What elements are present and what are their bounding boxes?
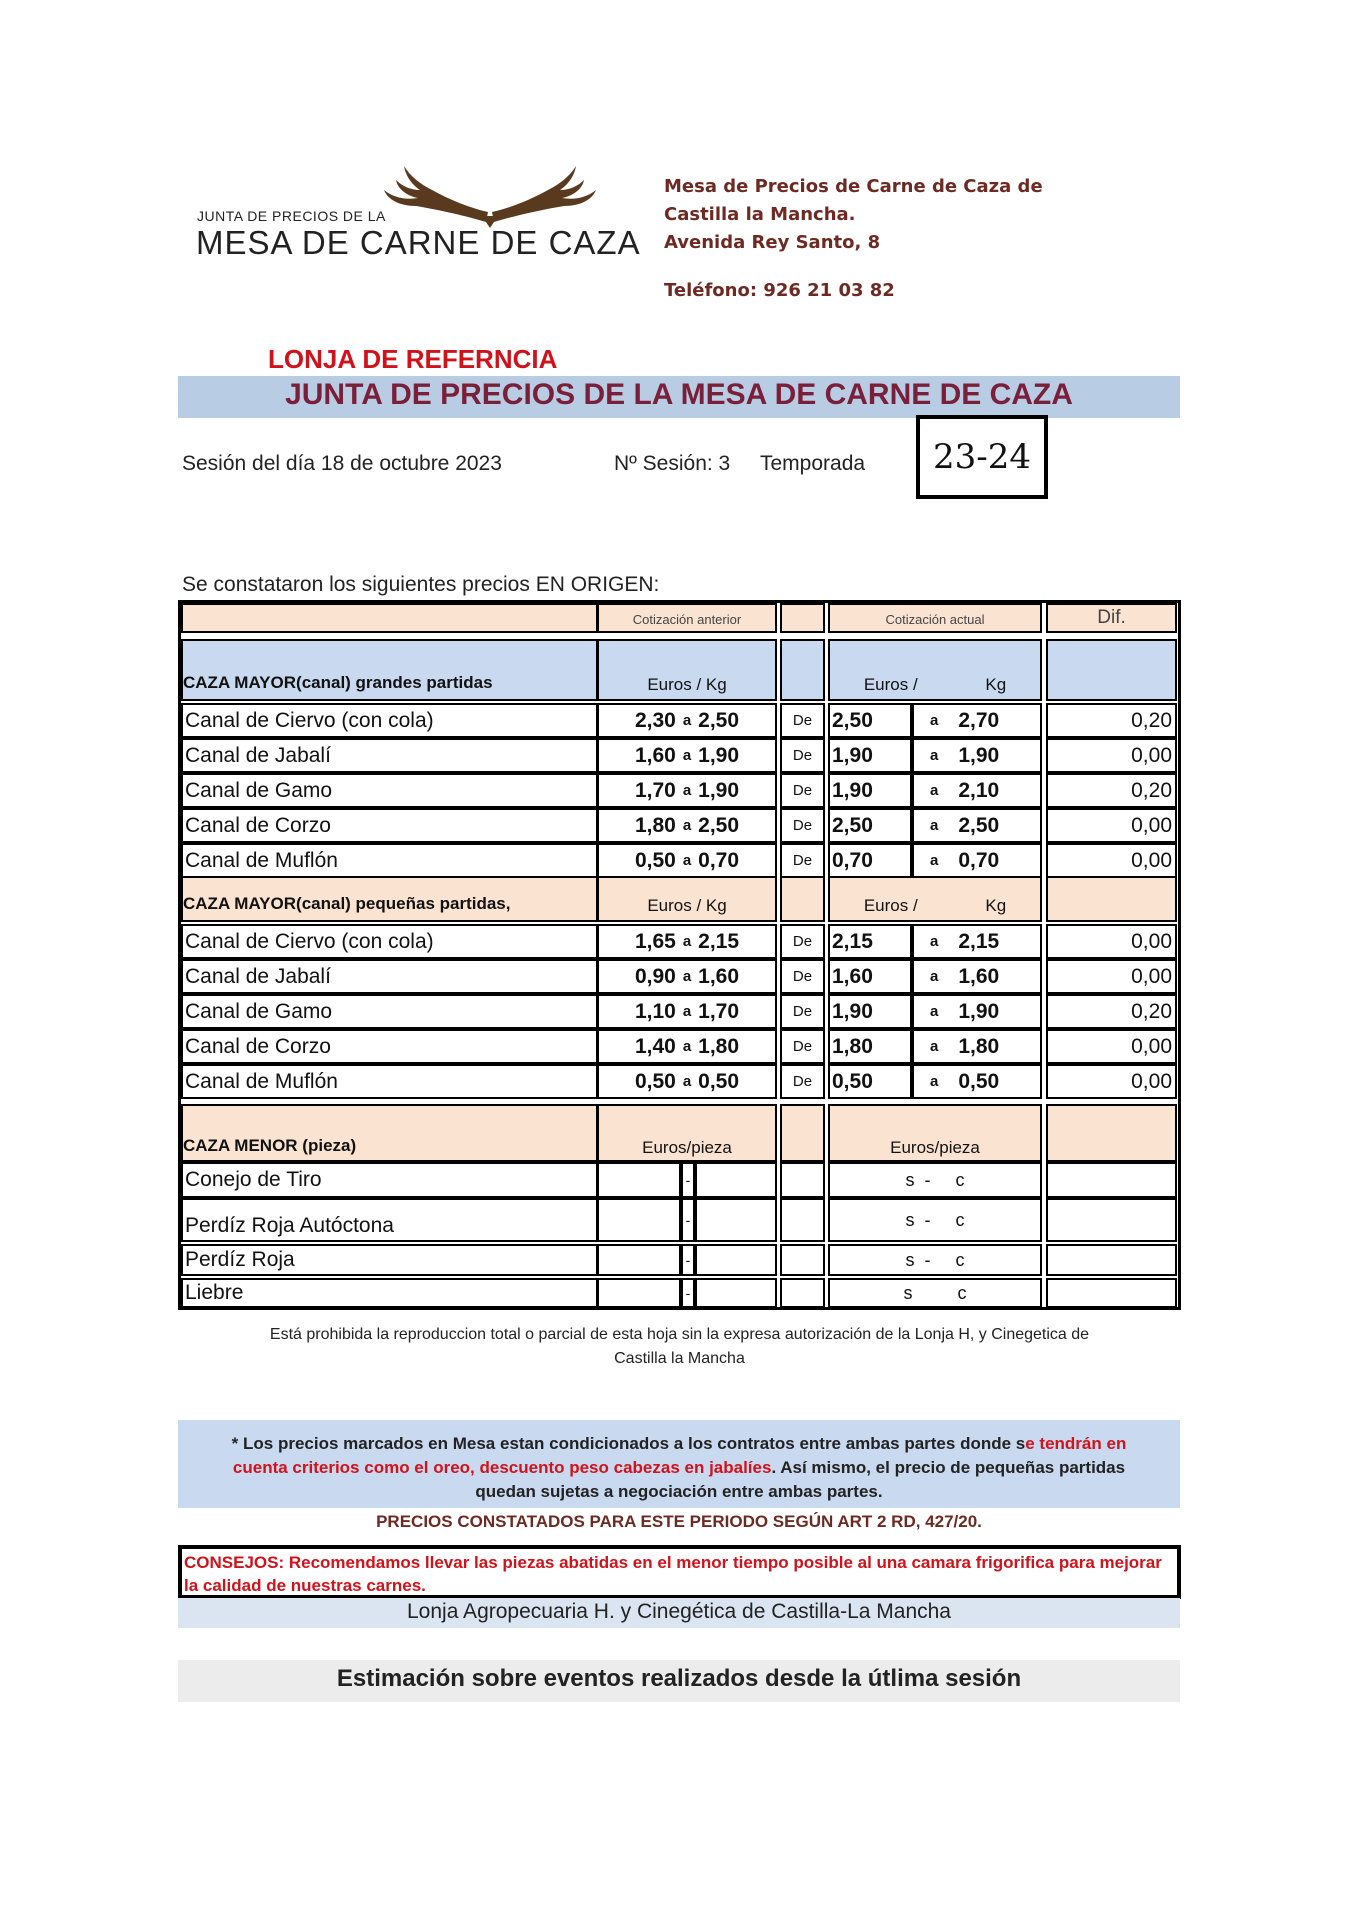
notice-line-1: Está prohibida la reproduccion total o parcial de esta hoja sin la expresa autorización de la Lonja H, y Cinegetica de (269, 1326, 1090, 1343)
note-p1: * Los precios marcados en Mesa estan condicionados a los contratos entre ambas partes donde s (231, 1434, 1026, 1453)
curr-from-value: 2,50 (832, 708, 873, 732)
menor-dif-cell (1046, 1278, 1177, 1308)
row-curr-from (828, 703, 912, 738)
header-dif (1046, 603, 1177, 633)
de-label: De (792, 817, 813, 834)
row-curr-to (912, 1029, 1042, 1064)
row-prev-range (597, 703, 777, 738)
prev-to-value: 1,60 (698, 964, 740, 988)
menor-curr-cell (828, 1162, 1042, 1198)
curr-to-value: 1,60 (958, 964, 1000, 988)
dif-value: 0,00 (1131, 1070, 1172, 1093)
row-de-cell (780, 703, 825, 738)
range-separator: a (930, 782, 939, 799)
menor-curr-cell (828, 1198, 1042, 1242)
logo-small-text: JUNTA DE PRECIOS DE LA (197, 208, 386, 224)
row-de-cell (780, 1029, 825, 1064)
header-dif-label: Dif. (1097, 607, 1126, 628)
row-prev-range (597, 1029, 777, 1064)
session-number: Nº Sesión: 3 (614, 452, 731, 475)
menor-row-name (181, 1198, 598, 1242)
curr-to-value: 2,70 (958, 708, 1000, 732)
advice-box (178, 1545, 1181, 1599)
menor-prev-from-cell (597, 1198, 681, 1242)
table-row-name (181, 843, 598, 878)
menor-row-name-text: Liebre (185, 1281, 244, 1304)
menor-dash-cell (681, 1198, 695, 1242)
row-de-cell (780, 773, 825, 808)
menor-dif-cell (1046, 1244, 1177, 1276)
section-title-main: CAZA MAYOR (183, 673, 297, 692)
row-curr-from (828, 808, 912, 843)
range-separator: a (930, 1073, 939, 1090)
row-de-cell (780, 808, 825, 843)
row-dif (1046, 924, 1177, 959)
notice-line-2: Castilla la Mancha (614, 1350, 745, 1367)
row-curr-from (828, 1029, 912, 1064)
row-curr-from (828, 738, 912, 773)
curr-from-value: 1,80 (832, 1034, 873, 1058)
row-dif (1046, 1029, 1177, 1064)
lonja-reference-label: LONJA DE REFERNCIA (268, 344, 558, 374)
range-separator: a (682, 1038, 692, 1055)
note-p3: quedan sujetas a negociación entre ambas partes. (475, 1482, 883, 1501)
prev-to-value: 0,50 (698, 1069, 740, 1093)
note-p2: . Así mismo, el precio de pequeñas partidas (771, 1458, 1126, 1477)
prev-to-value: 2,50 (698, 708, 740, 732)
menor-gap-cell (780, 1278, 825, 1308)
address-line-3: Avenida Rey Santo, 8 (664, 232, 881, 253)
range-separator: a (682, 1073, 692, 1090)
menor-gap-cell (780, 1198, 825, 1242)
dif-value: 0,20 (1131, 1000, 1172, 1023)
row-curr-to (912, 994, 1042, 1029)
menor-dash: - (685, 1285, 691, 1301)
menor-dash: - (685, 1212, 691, 1228)
menor-dash: - (685, 1252, 691, 1268)
prev-to-value: 2,50 (698, 813, 740, 837)
prev-to-value: 1,90 (698, 743, 740, 767)
row-de-cell (780, 924, 825, 959)
range-separator: a (930, 1038, 939, 1055)
range-separator: a (682, 747, 692, 764)
row-name-text: Canal de Gamo (185, 779, 333, 802)
row-name-text: Canal de Corzo (185, 814, 331, 837)
row-dif (1046, 808, 1177, 843)
curr-to-value: 0,50 (958, 1069, 1000, 1093)
header-prev-quote (597, 603, 777, 633)
curr-to-value: 1,80 (958, 1034, 1000, 1058)
row-name-text: Canal de Gamo (185, 1000, 333, 1023)
row-prev-range (597, 843, 777, 878)
prev-to-value: 2,15 (698, 929, 740, 953)
table-row-name (181, 994, 598, 1029)
row-prev-range (597, 994, 777, 1029)
prev-to-value: 1,80 (698, 1034, 740, 1058)
curr-to-value: 2,10 (958, 778, 1000, 802)
row-dif (1046, 1064, 1177, 1099)
menor-curr-value: s - c (905, 1210, 965, 1230)
de-label: De (792, 1073, 813, 1090)
de-label: De (792, 933, 813, 950)
dif-value: 0,20 (1131, 779, 1172, 802)
menor-dif-cell (1046, 1198, 1177, 1242)
row-de-cell (780, 843, 825, 878)
row-name-text: Canal de Muflón (185, 1070, 338, 1093)
row-curr-to (912, 924, 1042, 959)
row-prev-range (597, 773, 777, 808)
dif-value: 0,00 (1131, 965, 1172, 988)
section-title-menor (181, 1104, 598, 1162)
de-label: De (792, 712, 813, 729)
row-name-text: Canal de Jabalí (185, 744, 331, 767)
menor-unit-prev (597, 1104, 777, 1162)
menor-unit-prev-label: Euros/pieza (642, 1138, 732, 1157)
prev-from-value: 1,80 (634, 813, 676, 837)
table-row-name (181, 738, 598, 773)
row-dif (1046, 773, 1177, 808)
header-prev-label: Cotización anterior (632, 612, 742, 627)
row-curr-to (912, 703, 1042, 738)
section-dif-cell (1046, 876, 1177, 922)
row-name-text: Canal de Jabalí (185, 965, 331, 988)
menor-dash-cell (681, 1278, 695, 1308)
row-dif (1046, 738, 1177, 773)
curr-to-value: 0,70 (958, 848, 1000, 872)
session-date: Sesión del día 18 de octubre 2023 (182, 452, 502, 475)
range-separator: a (930, 817, 939, 834)
row-de-cell (780, 1064, 825, 1099)
lonja-footer: Lonja Agropecuaria H. y Cinegética de Castilla-La Mancha (407, 1600, 951, 1623)
menor-dif-cell (1046, 1162, 1177, 1198)
menor-dash-cell (681, 1162, 695, 1198)
row-name-text: Canal de Muflón (185, 849, 338, 872)
unit-curr-label-a: Euros / (863, 675, 918, 694)
intro-text: Se constataron los siguientes precios EN ORIGEN: (182, 573, 660, 596)
prev-from-value: 2,30 (634, 708, 676, 732)
menor-unit-curr (828, 1104, 1042, 1162)
unit-prev-label: Euros / Kg (647, 675, 727, 694)
de-label: De (792, 852, 813, 869)
menor-prev-to-cell (695, 1198, 777, 1242)
de-label: De (792, 1038, 813, 1055)
menor-row-name-text: Perdíz Roja (185, 1248, 295, 1271)
note-p1-red: e tendrán en (1025, 1434, 1127, 1453)
table-row-name (181, 703, 598, 738)
range-separator: a (930, 747, 939, 764)
menor-prev-to-cell (695, 1244, 777, 1276)
menor-gap-cell (780, 1104, 825, 1162)
menor-row-name (181, 1244, 598, 1276)
unit-curr-label-b: Kg (985, 675, 1007, 694)
table-row-name (181, 808, 598, 843)
curr-from-value: 1,90 (832, 778, 873, 802)
menor-dash-cell (681, 1244, 695, 1276)
row-prev-range (597, 959, 777, 994)
row-prev-range (597, 924, 777, 959)
row-de-cell (780, 738, 825, 773)
prev-to-value: 0,70 (698, 848, 740, 872)
curr-to-value: 2,15 (958, 929, 1000, 953)
row-curr-from (828, 843, 912, 878)
header-gap-cell (780, 603, 825, 633)
row-curr-to (912, 773, 1042, 808)
conditions-note (178, 1432, 1180, 1504)
row-prev-range (597, 738, 777, 773)
row-curr-from (828, 1064, 912, 1099)
range-separator: a (682, 933, 692, 950)
address-phone: Teléfono: 926 21 03 82 (664, 280, 895, 301)
dif-value: 0,00 (1131, 1035, 1172, 1058)
curr-from-value: 2,15 (832, 929, 873, 953)
address-line-2: Castilla la Mancha. (664, 204, 856, 225)
curr-from-value: 1,90 (832, 743, 873, 767)
range-separator: a (930, 968, 939, 985)
row-name-text: Canal de Corzo (185, 1035, 331, 1058)
dif-value: 0,20 (1131, 709, 1172, 732)
dif-value: 0,00 (1131, 814, 1172, 837)
header-empty-cell (181, 603, 598, 633)
table-row-name (181, 1029, 598, 1064)
menor-gap-cell (780, 1162, 825, 1198)
range-separator: a (682, 712, 692, 729)
prev-from-value: 0,90 (634, 964, 676, 988)
copyright-notice (178, 1323, 1181, 1371)
de-label: De (792, 1003, 813, 1020)
table-row-name (181, 773, 598, 808)
curr-from-value: 0,70 (832, 848, 873, 872)
menor-curr-value: s - c (905, 1250, 965, 1270)
logo-title: MESA DE CARNE DE CAZA (196, 224, 641, 261)
prev-from-value: 1,10 (634, 999, 676, 1023)
row-curr-to (912, 959, 1042, 994)
section-unit-curr (828, 639, 1042, 701)
section-title (181, 639, 598, 701)
prev-from-value: 1,60 (634, 743, 676, 767)
range-separator: a (930, 712, 939, 729)
table-row-name (181, 1064, 598, 1099)
dif-value: 0,00 (1131, 849, 1172, 872)
section-unit-prev (597, 876, 777, 922)
row-dif (1046, 703, 1177, 738)
section-gap-cell (780, 876, 825, 922)
section-title-main: CAZA MAYOR (183, 894, 297, 913)
section-unit-prev (597, 639, 777, 701)
menor-unit-curr-label: Euros/pieza (890, 1138, 980, 1157)
range-separator: a (682, 782, 692, 799)
note-p2-red: cuenta criterios como el oreo, descuento peso cabezas en jabalíes (232, 1458, 772, 1477)
row-curr-from (828, 959, 912, 994)
prev-from-value: 0,50 (634, 848, 676, 872)
range-separator: a (930, 933, 939, 950)
menor-dash: - (685, 1172, 691, 1188)
row-curr-from (828, 994, 912, 1029)
row-curr-to (912, 843, 1042, 878)
curr-to-value: 1,90 (958, 743, 1000, 767)
section-title-sub: (canal) pequeñas partidas, (296, 894, 511, 913)
legal-reference: PRECIOS CONSTATADOS PARA ESTE PERIODO SEGÚN ART 2 RD, 427/20. (376, 1512, 982, 1531)
season-label: Temporada (760, 452, 866, 475)
prev-from-value: 1,40 (634, 1034, 676, 1058)
row-dif (1046, 959, 1177, 994)
row-curr-to (912, 1064, 1042, 1099)
range-separator: a (930, 852, 939, 869)
menor-curr-cell (828, 1244, 1042, 1276)
menor-curr-cell (828, 1278, 1042, 1308)
advice-label: CONSEJOS: (184, 1553, 285, 1572)
curr-from-value: 0,50 (832, 1069, 873, 1093)
address-line-1: Mesa de Precios de Carne de Caza de (664, 176, 1043, 197)
header-curr-label: Cotización actual (885, 612, 985, 627)
menor-prev-from-cell (597, 1278, 681, 1308)
section-unit-curr (828, 876, 1042, 922)
row-name-text: Canal de Ciervo (con cola) (185, 709, 434, 732)
dif-value: 0,00 (1131, 930, 1172, 953)
curr-to-value: 2,50 (958, 813, 1000, 837)
header-curr-quote (828, 603, 1042, 633)
menor-gap-cell (780, 1244, 825, 1276)
section-gap-cell (780, 639, 825, 701)
row-dif (1046, 994, 1177, 1029)
season-box: 23-24 (916, 415, 1048, 499)
table-row-name (181, 924, 598, 959)
row-name-text: Canal de Ciervo (con cola) (185, 930, 434, 953)
curr-from-value: 1,90 (832, 999, 873, 1023)
range-separator: a (682, 1003, 692, 1020)
row-de-cell (780, 994, 825, 1029)
prev-from-value: 1,70 (634, 778, 676, 802)
range-separator: a (682, 852, 692, 869)
curr-to-value: 1,90 (958, 999, 1000, 1023)
row-curr-to (912, 738, 1042, 773)
menor-prev-from-cell (597, 1244, 681, 1276)
prev-to-value: 1,70 (698, 999, 740, 1023)
prev-from-value: 0,50 (634, 1069, 676, 1093)
page-title: JUNTA DE PRECIOS DE LA MESA DE CARNE DE CAZA (285, 378, 1073, 411)
section-title-sub: (canal) grandes partidas (296, 673, 493, 692)
de-label: De (792, 968, 813, 985)
row-dif (1046, 843, 1177, 878)
menor-prev-to-cell (695, 1278, 777, 1308)
range-separator: a (682, 968, 692, 985)
range-separator: a (930, 1003, 939, 1020)
section-title (181, 876, 598, 922)
unit-prev-label: Euros / Kg (647, 896, 727, 915)
row-curr-from (828, 773, 912, 808)
menor-row-name (181, 1162, 598, 1198)
row-prev-range (597, 808, 777, 843)
menor-row-name (181, 1278, 598, 1308)
unit-curr-label-a: Euros / (863, 896, 918, 915)
de-label: De (792, 747, 813, 764)
row-de-cell (780, 959, 825, 994)
menor-dif-cell (1046, 1104, 1177, 1162)
section-dif-cell (1046, 639, 1177, 701)
prev-from-value: 1,65 (634, 929, 676, 953)
curr-from-value: 1,60 (832, 964, 873, 988)
row-curr-from (828, 924, 912, 959)
row-prev-range (597, 1064, 777, 1099)
menor-row-name-text: Perdíz Roja Autóctona (185, 1214, 394, 1237)
menor-title: CAZA MENOR (pieza) (183, 1136, 357, 1155)
advice-text: Recomendamos llevar las piezas abatidas en el menor tiempo posible al una camara frigorifica para mejorar la calidad de nuestras carnes. (184, 1553, 1162, 1595)
antlers-logo-icon (370, 160, 610, 230)
prev-to-value: 1,90 (698, 778, 740, 802)
estimation-title: Estimación sobre eventos realizados desde la útlima sesión (336, 1665, 1022, 1692)
menor-curr-value: s c (903, 1283, 967, 1303)
menor-row-name-text: Conejo de Tiro (185, 1168, 322, 1191)
de-label: De (792, 782, 813, 799)
unit-curr-label-b: Kg (985, 896, 1007, 915)
table-row-name (181, 959, 598, 994)
menor-prev-to-cell (695, 1162, 777, 1198)
range-separator: a (682, 817, 692, 834)
curr-from-value: 2,50 (832, 813, 873, 837)
dif-value: 0,00 (1131, 744, 1172, 767)
menor-prev-from-cell (597, 1162, 681, 1198)
price-table (178, 600, 1181, 1310)
row-curr-to (912, 808, 1042, 843)
menor-curr-value: s - c (905, 1170, 965, 1190)
